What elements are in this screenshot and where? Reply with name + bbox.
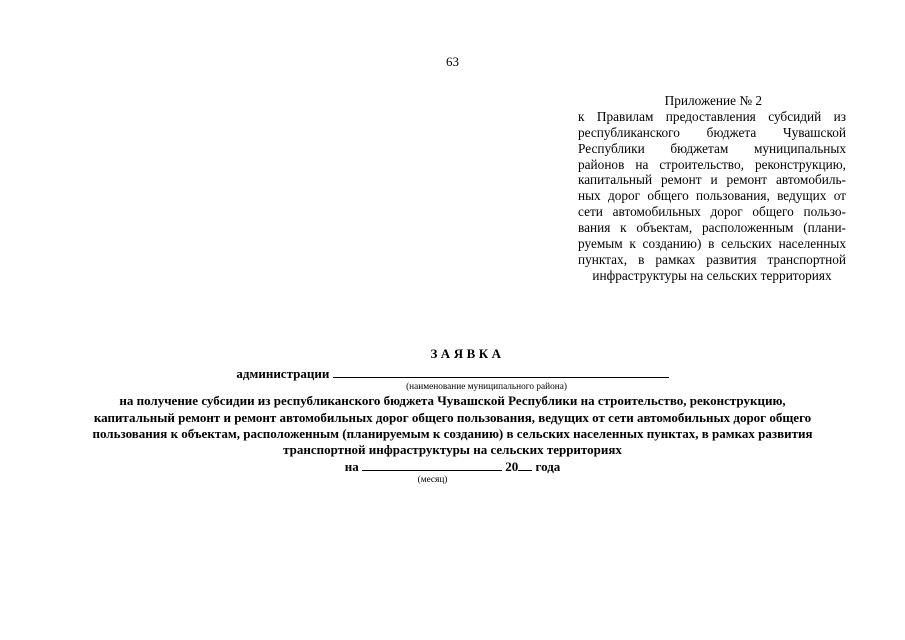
purpose-line: на получение субсидии из республиканского бюджета Чувашской Республики на строительство, реконструкцию,: [119, 393, 786, 409]
appendix-header: [578, 93, 846, 284]
appendix-line: вания к объектам, расположенным (плани-: [578, 220, 846, 236]
period-suffix: года: [535, 459, 561, 475]
purpose-line: капитальный ремонт и ремонт автомобильных дорог общего пользования, ведущих от сети автомобильных дорог общего: [93, 409, 812, 425]
appendix-line: сети автомобильных дорог общего пользо-: [578, 204, 846, 220]
admin-name-hint: (наименование муниципального района): [406, 382, 567, 393]
form-title: ЗАЯВКА: [430, 346, 505, 361]
application-form-heading: [40, 346, 865, 486]
month-hint: (месяц): [417, 475, 448, 486]
month-blank[interactable]: [362, 458, 502, 471]
year-prefix: 20: [505, 459, 519, 475]
appendix-line: ных дорог общего пользования, ведущих от: [578, 188, 846, 204]
appendix-line: районов на строительство, реконструкцию,: [578, 156, 846, 172]
appendix-line: руемым к созданию) в сельских населенных: [578, 236, 846, 252]
purpose-line: пользования к объектам, расположенным (планируемым к созданию) в сельских населенных пунктах, в рамках развития: [92, 425, 813, 441]
appendix-number: Приложение № 2: [664, 93, 762, 108]
appendix-line: пунктах, в рамках развития транспортной: [578, 251, 846, 267]
admin-label: администрации: [236, 366, 330, 382]
appendix-last-line: инфраструктуры на сельских территориях: [592, 267, 832, 283]
period-line: [40, 458, 865, 475]
appendix-line: капитальный ремонт и ремонт автомобиль-: [578, 172, 846, 188]
year-blank[interactable]: [518, 458, 532, 471]
admin-line: [40, 365, 865, 382]
admin-name-blank[interactable]: [333, 365, 669, 378]
purpose-line: транспортной инфраструктуры на сельских территориях: [283, 442, 622, 458]
appendix-line: Республики бюджетам муниципальных: [578, 140, 846, 156]
appendix-line: республиканского бюджета Чувашской: [578, 124, 846, 140]
appendix-line: к Правилам предоставления субсидий из: [578, 108, 846, 124]
period-prefix: на: [344, 459, 359, 475]
page-number: 63: [446, 54, 459, 69]
